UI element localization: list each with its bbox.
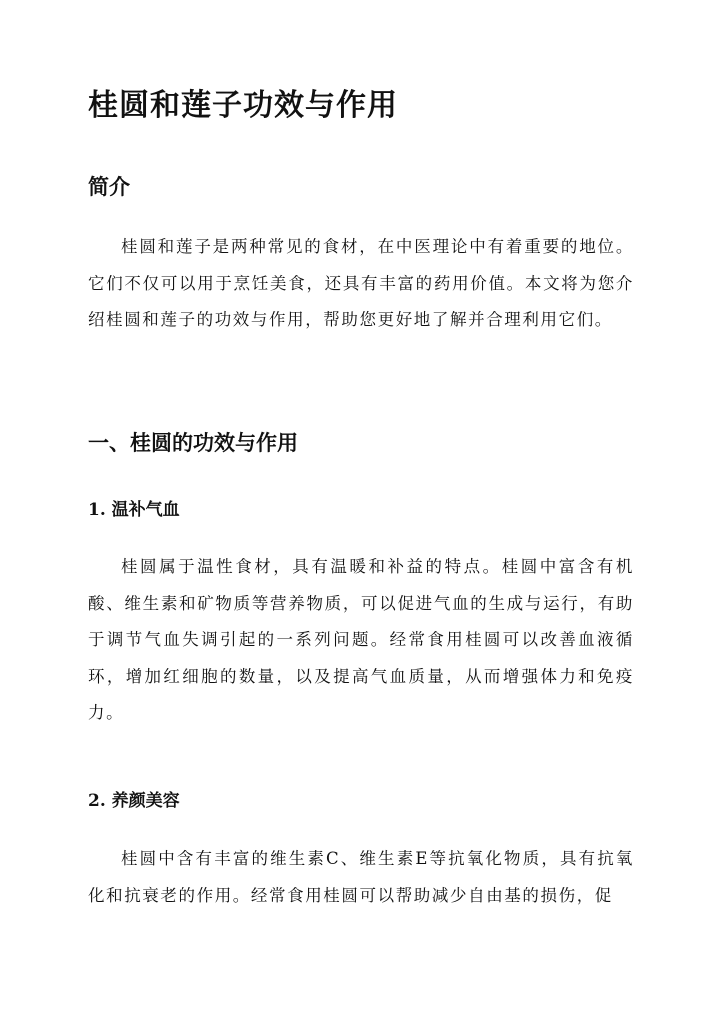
document-title: 桂圆和莲子功效与作用 [88,88,398,123]
subsection-heading-blood: 1. 温补气血 [88,500,180,520]
subsection-paragraph-beauty: 桂圆中含有丰富的维生素C、维生素E等抗氧化物质，具有抗氧化和抗衰老的作用。经常食用桂圆可以帮助减少自由基的损伤，促 [88,849,634,905]
subsection-paragraph-blood: 桂圆属于温性食材，具有温暖和补益的特点。桂圆中富含有机酸、维生素和矿物质等营养物质，可以促进气血的生成与运行，有助于调节气血失调引起的一系列问题。经常食用桂圆可以改善血液循环，增加红细胞的数量，以及提高气血质量，从而增强体力和免疫力。 [88,557,634,722]
longan-section-heading: 一、桂圆的功效与作用 [88,430,298,455]
intro-paragraph: 桂圆和莲子是两种常见的食材，在中医理论中有着重要的地位。它们不仅可以用于烹饪美食，还具有丰富的药用价值。本文将为您介绍桂圆和莲子的功效与作用，帮助您更好地了解并合理利用它们。 [88,237,634,329]
subsection-heading-beauty: 2. 养颜美容 [88,791,180,811]
intro-heading: 简介 [88,174,130,199]
